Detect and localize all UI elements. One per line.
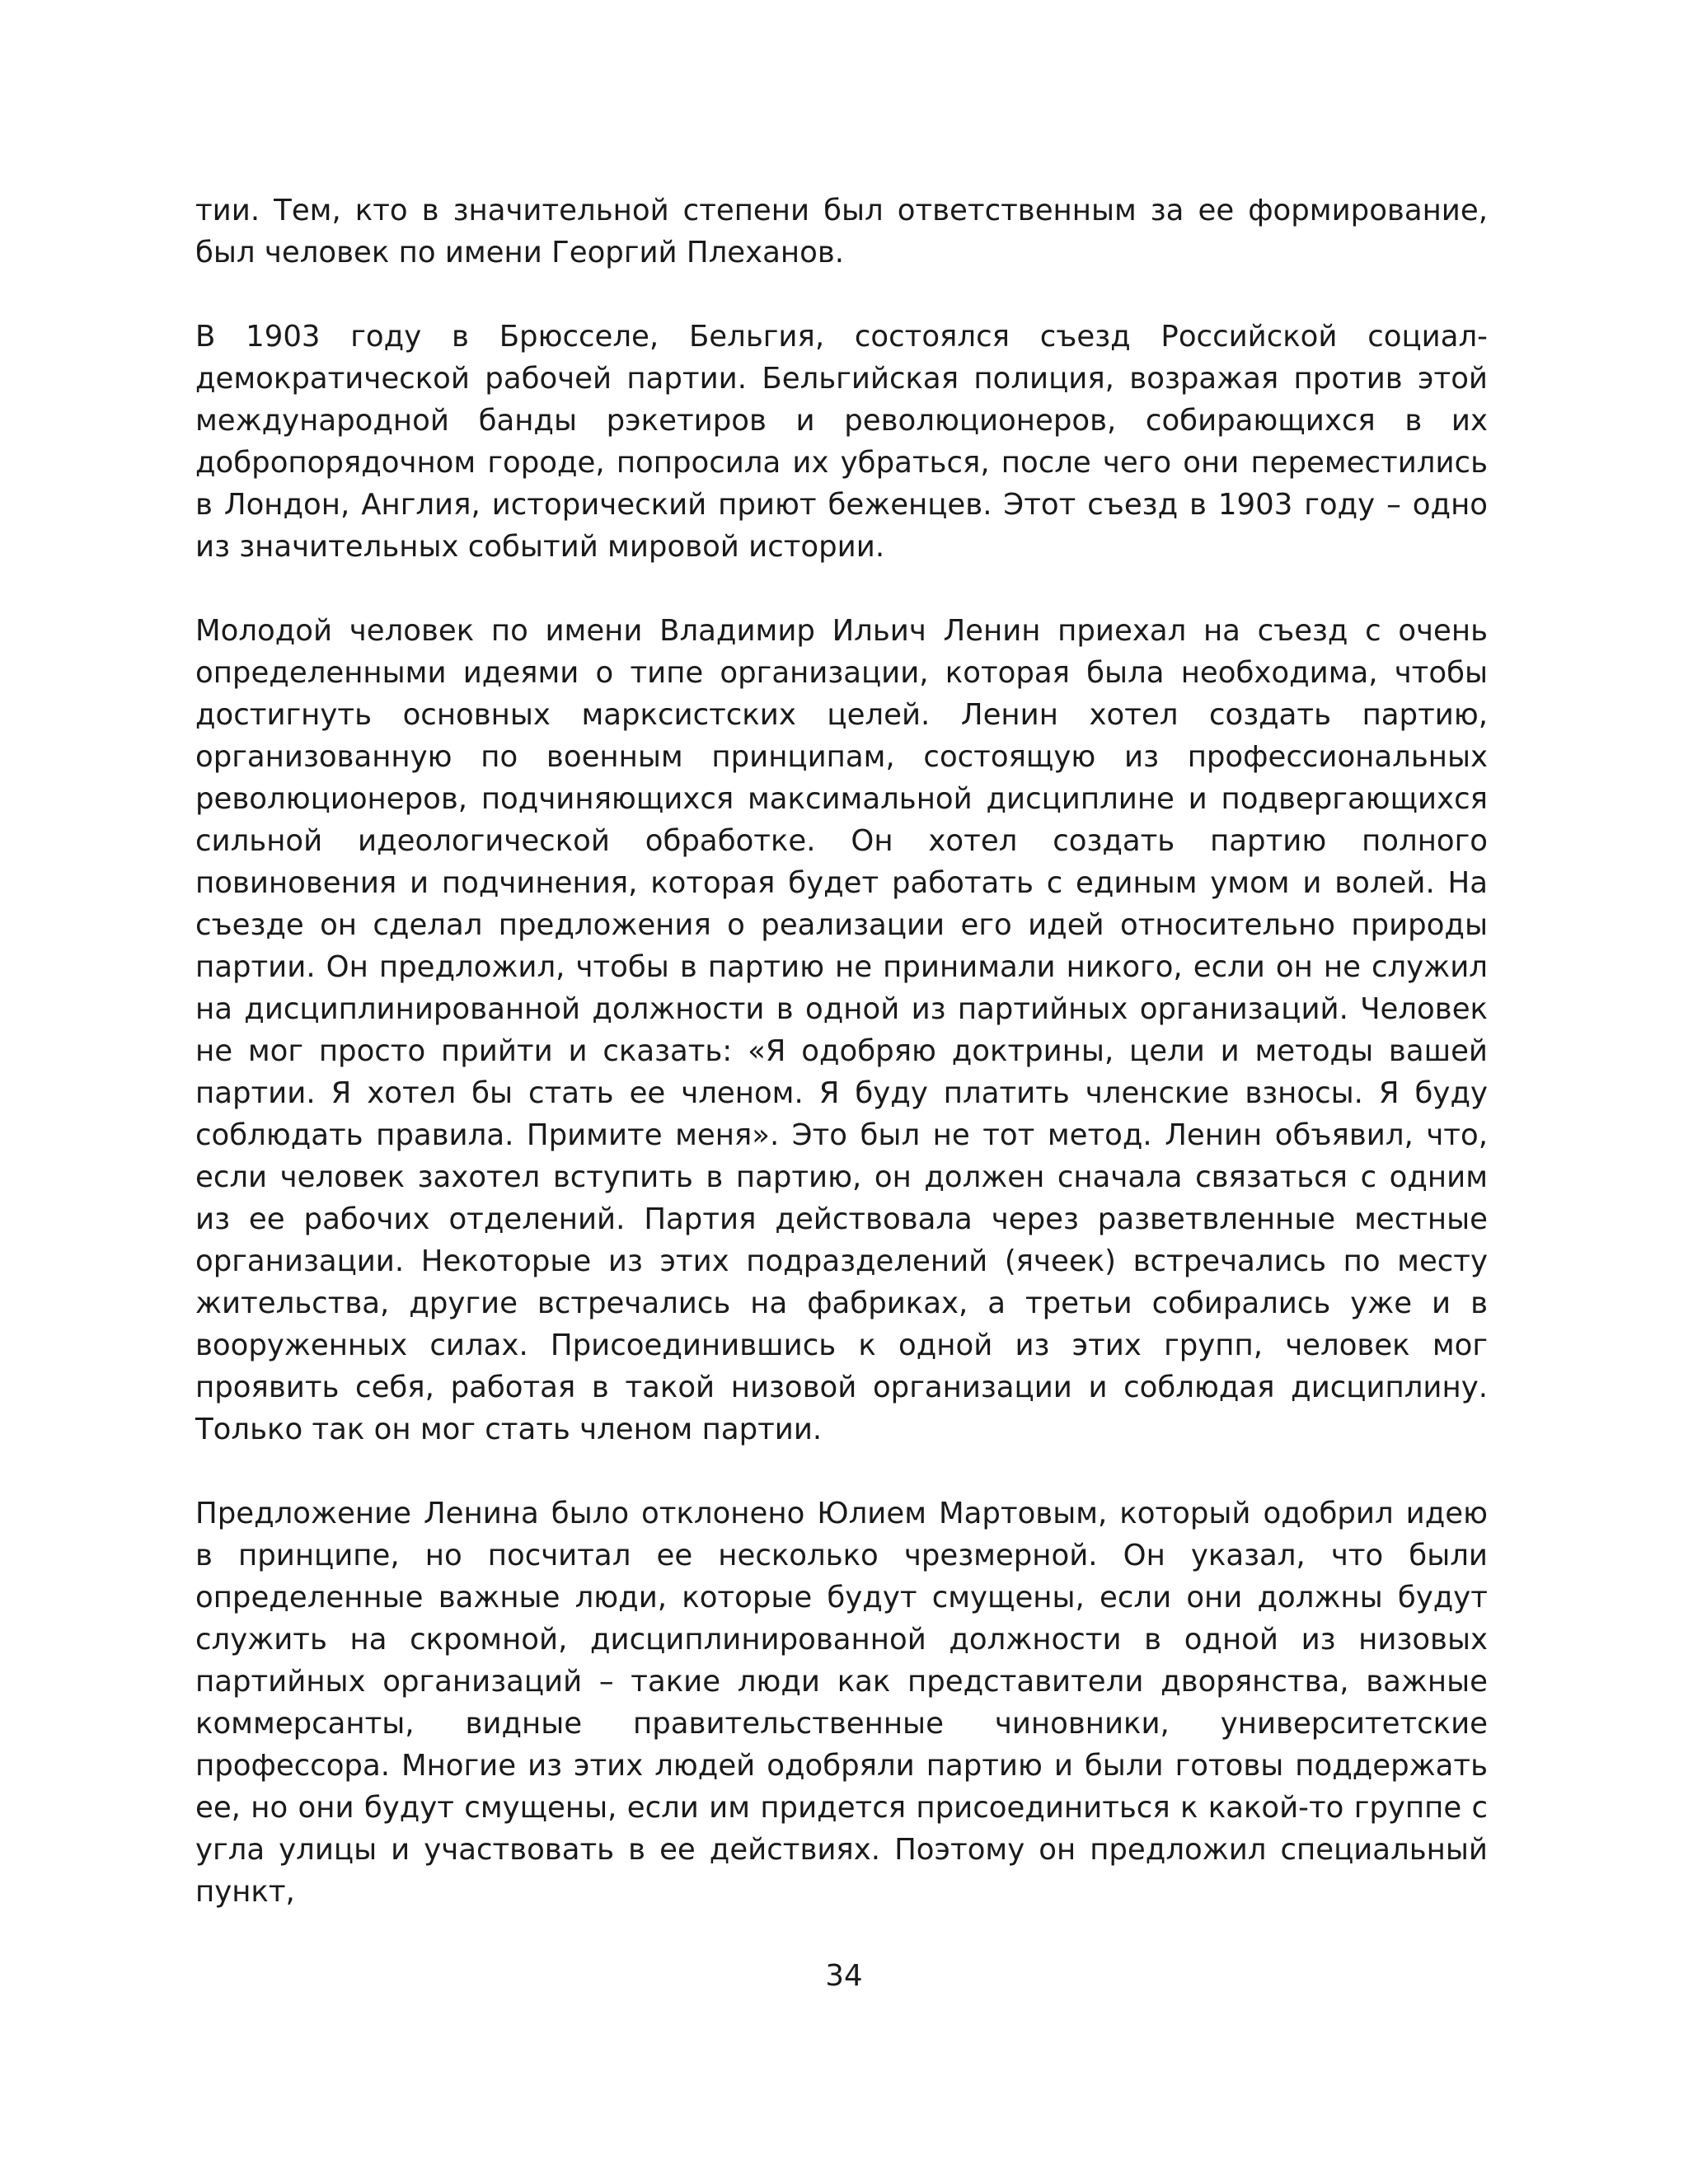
paragraph-1: тии. Тем, кто в значительной степени был ответственным за ее формирование, был человек по имени Георгий Плеханов. (195, 194, 1488, 269)
body-text (195, 190, 1488, 1913)
paragraph-2: В 1903 году в Брюсселе, Бельгия, состоялся съезд Российской социал-демократической рабочей партии. Бельгийская полиция, возражая против этой международной банды рэкетиров и революционеров, собирающихся в их добропорядочном городе, попросила их убраться, после чего они переместились в Лондон, Англия, исторический приют беженцев. Этот съезд в 1903 году – одно из значительных событий мировой истории. (195, 320, 1488, 564)
page-number: 34 (825, 1959, 863, 1993)
paragraph-3: Молодой человек по имени Владимир Ильич Ленин приехал на съезд с очень определенными идеями о типе организации, которая была необходима, чтобы достигнуть основных марксистских целей. Ленин хотел создать партию, организованную по военным принципам, состоящую из профессиональных революционеров, подчиняющихся максимальной дисциплине и подвергающихся сильной идеологической обработке. Он хотел создать партию полного повиновения и подчинения, которая будет работать с единым умом и волей. На съезде он сделал предложения о реализации его идей относительно природы партии. Он предложил, чтобы в партию не принимали никого, если он не служил на дисциплинированной должности в одной из партийных организаций. Человек не мог просто прийти и сказать: «Я одобряю доктрины, цели и методы вашей партии. Я хотел бы стать ее членом. Я буду платить членские взносы. Я буду соблюдать правила. Примите меня». Это был не тот метод. Ленин объявил, что, если человек захотел вступить в партию, он должен сначала связаться с одним из ее рабочих отделений. Партия действовала через разветвленные местные организации. Некоторые из этих подразделений (ячеек) встречались по месту жительства, другие встречались на фабриках, а третьи собирались уже и в вооруженных силах. Присоединившись к одной из этих групп, человек мог проявить себя, работая в такой низовой организации и соблюдая дисциплину. Только так он мог стать членом партии. (195, 614, 1488, 1446)
paragraph-4: Предложение Ленина было отклонено Юлием Мартовым, который одобрил идею в принципе, но посчитал ее несколько чрезмерной. Он указал, что были определенные важные люди, которые будут смущены, если они должны будут служить на скромной, дисциплинированной должности в одной из низовых партийных организаций – такие люди как представители дворянства, важные коммерсанты, видные правительственные чиновники, университетские профессора. Многие из этих людей одобряли партию и были готовы поддержать ее, но они будут смущены, если им придется присоединиться к какой-то группе с угла улицы и участвовать в ее действиях. Поэтому он предложил специальный пункт, (195, 1497, 1488, 1909)
